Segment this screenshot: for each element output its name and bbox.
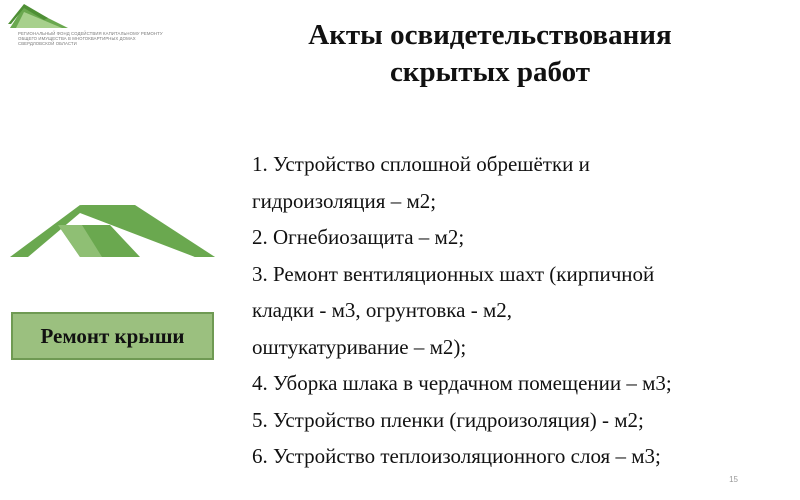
list-item: 2. Огнебиозащита – м2; [252,225,465,249]
section-badge [11,312,214,360]
slide-title-line-2: скрытых работ [389,56,591,88]
list-item: 6. Устройство теплоизоляционного слоя – м3; [252,444,661,468]
list-item: оштукатуривание – м2); [252,334,467,359]
slide-title [230,17,750,91]
slide-number: 15 [729,475,738,484]
organization-logo [8,4,163,52]
section-badge-label: Ремонт крыши [40,323,185,348]
logo-roof-icon [8,4,68,30]
works-list [252,146,797,475]
list-item: 3. Ремонт вентиляционных шахт (кирпичной [252,261,655,286]
list-item: кладки - м3, огрунтовка - м2, [252,298,513,322]
list-item: 5. Устройство пленки (гидроизоляция) - м2; [252,407,644,432]
roof-icon [10,203,215,259]
list-item: 4. Уборка шлака в чердачном помещении – м3; [252,371,672,395]
slide-title-line-1: Акты освидетельствования [308,19,672,51]
list-item: гидроизоляция – м2; [252,188,437,213]
logo-text: РЕГИОНАЛЬНЫЙ ФОНД СОДЕЙСТВИЯ КАПИТАЛЬНОМУ РЕМОНТУ ОБЩЕГО ИМУЩЕСТВА В МНОГОКВАРТИРНЫХ ДОМАХ СВЕРДЛОВСКОЙ ОБЛАСТИ [18,31,163,47]
list-item: 1. Устройство сплошной обрешётки и [252,152,590,176]
